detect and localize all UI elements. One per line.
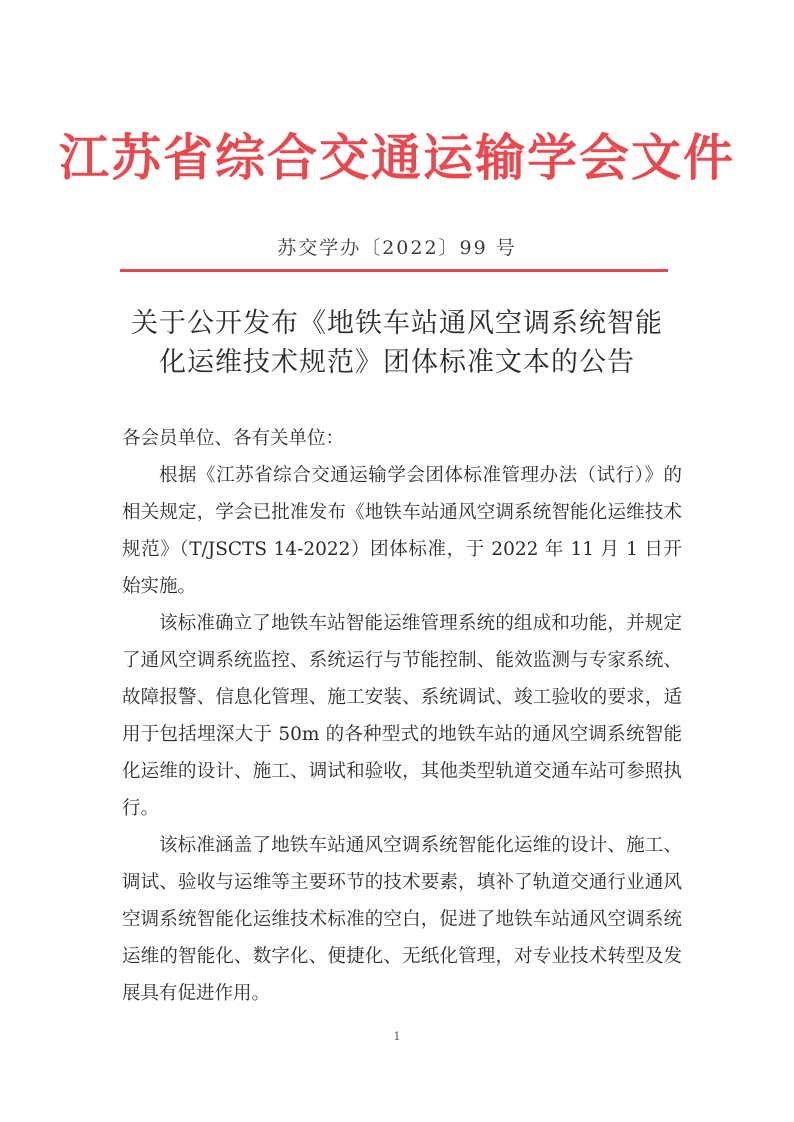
- body-paragraph: 该标准确立了地铁车站智能运维管理系统的组成和功能，并规定了通风空调系统监控、系统运行与节能控制、能效监测与专家系统、故障报警、信息化管理、施工安装、系统调试、竣工验收的要求，适用于包括埋深大于 50m 的各种型式的地铁车站的通风空调系统智能化运维的设计、施工、调试和验收，其他类型轨道交通车站可参照执行。: [122, 613, 682, 819]
- announcement-title: [90, 304, 704, 382]
- red-divider-line: [120, 269, 668, 272]
- title-line-2: 化运维技术规范》团体标准文本的公告: [159, 347, 635, 378]
- masthead-title: 江苏省综合交通运输学会文件: [59, 128, 735, 187]
- body-paragraph: 根据《江苏省综合交通运输学会团体标准管理办法（试行）》的相关规定，学会已批准发布《地铁车站通风空调系统智能化运维技术规范》（T/JSCTS 14-2022）团体标准，于 2022 年 11 月 1 日开始实施。: [122, 465, 682, 597]
- title-line-1: 关于公开发布《地铁车站通风空调系统智能: [131, 308, 663, 339]
- document-number: 苏交学办〔2022〕99 号: [277, 237, 517, 259]
- salutation: 各会员单位、各有关单位：: [122, 428, 345, 449]
- page-number: 1: [393, 1030, 401, 1043]
- body-paragraph: 该标准涵盖了地铁车站通风空调系统智能化运维的设计、施工、调试、验收与运维等主要环节的技术要素，填补了轨道交通行业通风空调系统智能化运维技术标准的空白，促进了地铁车站通风空调系统运维的智能化、数字化、便捷化、无纸化管理，对专业技术转型及发展具有促进作用。: [122, 835, 682, 1004]
- document-body: [122, 420, 682, 1012]
